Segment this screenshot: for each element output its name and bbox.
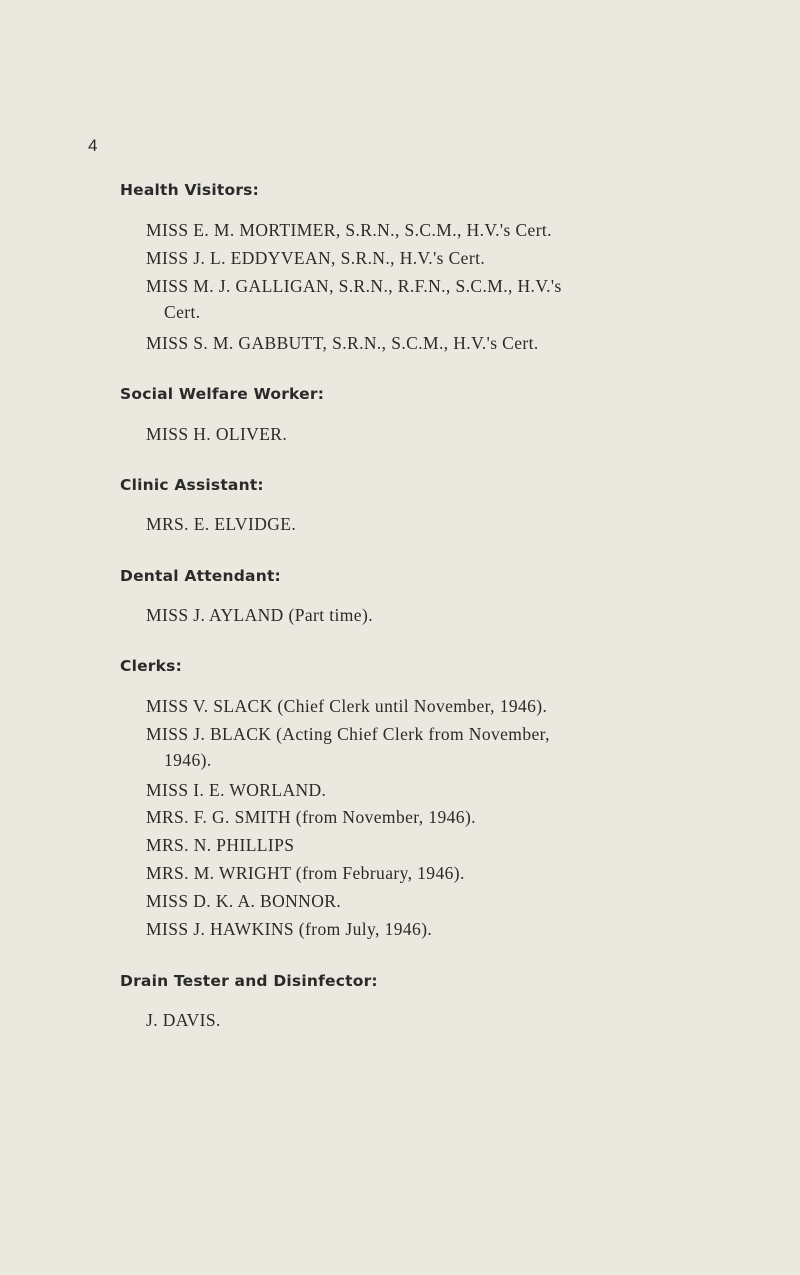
list-item: MISS J. AYLAND (Part time).: [146, 605, 373, 625]
heading-clerks: Clerks:: [120, 657, 182, 675]
list-item-continuation: 1946).: [164, 750, 212, 770]
heading-drain-tester: Drain Tester and Disinfector:: [120, 972, 378, 990]
heading-social-welfare-worker: Social Welfare Worker:: [120, 385, 325, 403]
heading-clinic-assistant: Clinic Assistant:: [120, 476, 264, 494]
list-item: MISS M. J. GALLIGAN, S.R.N., R.F.N., S.C.M., H.V.'s: [146, 276, 562, 296]
list-item: MRS. E. ELVIDGE.: [146, 514, 297, 534]
heading-health-visitors: Health Visitors:: [120, 181, 259, 199]
list-item: MISS H. OLIVER.: [146, 424, 288, 444]
list-item: MRS. M. WRIGHT (from February, 1946).: [146, 863, 465, 883]
list-item: MISS S. M. GABBUTT, S.R.N., S.C.M., H.V.'s Cert.: [146, 333, 539, 353]
list-item: MISS J. BLACK (Acting Chief Clerk from November,: [146, 724, 550, 744]
list-item: MRS. F. G. SMITH (from November, 1946).: [146, 807, 476, 827]
list-item: MISS J. L. EDDYVEAN, S.R.N., H.V.'s Cert.: [146, 248, 486, 268]
list-item: MISS E. M. MORTIMER, S.R.N., S.C.M., H.V.'s Cert.: [146, 220, 552, 240]
list-item: MISS I. E. WORLAND.: [146, 780, 327, 800]
list-item: MRS. N. PHILLIPS: [146, 835, 295, 855]
list-item-continuation: Cert.: [164, 302, 201, 322]
list-item: MISS V. SLACK (Chief Clerk until November, 1946).: [146, 696, 548, 716]
heading-dental-attendant: Dental Attendant:: [120, 567, 281, 585]
list-item: MISS J. HAWKINS (from July, 1946).: [146, 919, 433, 939]
list-item: J. DAVIS.: [146, 1010, 221, 1030]
page-number: 4: [88, 136, 98, 155]
list-item: MISS D. K. A. BONNOR.: [146, 891, 342, 911]
